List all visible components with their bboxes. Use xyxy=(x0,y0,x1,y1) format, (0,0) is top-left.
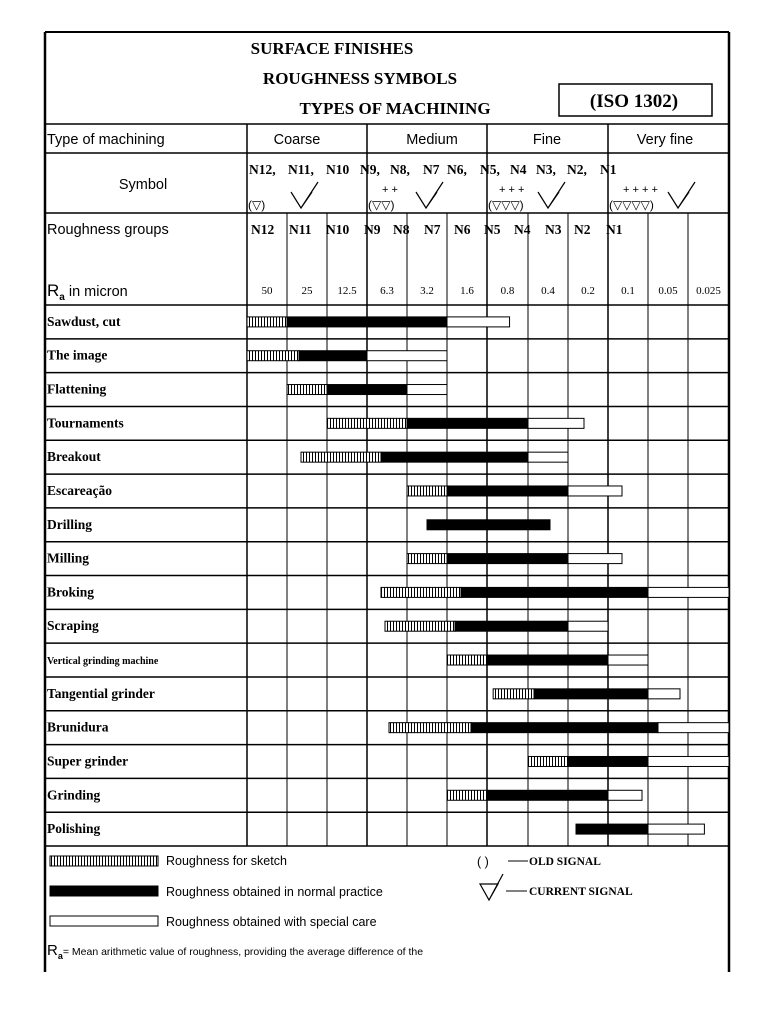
symbol-code-n8: N8, xyxy=(390,162,410,177)
footnote: Ra= Mean arithmetic value of roughness, providing the average difference of the xyxy=(47,942,424,961)
special-bar xyxy=(407,385,447,395)
legend-old-mark: ( ) xyxy=(477,855,489,869)
ra-value: 1.6 xyxy=(460,285,474,297)
ra-value: 0.025 xyxy=(696,285,721,297)
sketch-bar xyxy=(447,655,487,665)
process-name: Drilling xyxy=(47,516,93,532)
special-bar xyxy=(528,418,584,428)
group-code-n12: N12 xyxy=(251,222,275,237)
process-name: Sawdust, cut xyxy=(47,313,121,329)
process-name: Brunidura xyxy=(47,719,109,735)
group-code-n11: N11 xyxy=(289,222,312,237)
special-bar xyxy=(648,689,680,699)
process-name: Escareação xyxy=(47,482,112,498)
process-name: The image xyxy=(47,347,108,363)
table-row xyxy=(45,711,729,735)
sketch-bar xyxy=(407,554,447,564)
process-name: Breakout xyxy=(47,449,101,465)
group-code-n7: N7 xyxy=(424,222,441,237)
group-code-n3: N3 xyxy=(545,222,562,237)
sketch-bar xyxy=(247,351,299,361)
table-row xyxy=(45,576,729,600)
table-row xyxy=(45,440,729,464)
process-name: Flattening xyxy=(47,381,107,397)
normal-bar xyxy=(461,587,648,597)
process-name: Tournaments xyxy=(47,415,124,431)
symbol-code-n12: N12, xyxy=(249,162,276,177)
symbol-code-n9: N9, xyxy=(360,162,380,177)
process-name: Super grinder xyxy=(47,753,129,769)
ra-value: 0.2 xyxy=(581,285,595,297)
ra-value: 0.1 xyxy=(621,285,635,297)
normal-bar xyxy=(471,723,658,733)
process-name: Milling xyxy=(47,550,90,566)
title-line-1: SURFACE FINISHES xyxy=(250,39,414,58)
normal-bar xyxy=(427,520,550,530)
ra-value: 50 xyxy=(261,285,273,297)
plus-marks-very-fine: + + + + xyxy=(623,184,658,196)
sketch-bar xyxy=(528,756,568,766)
special-bar xyxy=(648,824,704,834)
current-symbol-very-fine-icon xyxy=(668,182,695,208)
normal-bar xyxy=(568,756,648,766)
legend-current-signal: CURRENT SIGNAL xyxy=(529,886,633,898)
table-row xyxy=(45,812,729,836)
legend-special-swatch xyxy=(50,916,158,926)
process-name: Polishing xyxy=(47,821,101,837)
symbol-code-n10: N10 xyxy=(326,162,350,177)
special-bar xyxy=(568,554,622,564)
ra-value: 12.5 xyxy=(337,285,357,297)
table-row xyxy=(45,643,729,667)
normal-bar xyxy=(487,790,608,800)
symbol-code-n6: N6, xyxy=(447,162,467,177)
sketch-bar xyxy=(301,452,381,462)
process-name: Tangential grinder xyxy=(47,685,155,701)
legend xyxy=(50,854,633,929)
special-bar xyxy=(658,723,729,733)
ra-value: 6.3 xyxy=(380,285,394,297)
special-bar xyxy=(568,621,608,631)
sketch-bar xyxy=(287,385,327,395)
symbol-code-n4: N4 xyxy=(510,162,527,177)
group-code-n10: N10 xyxy=(326,222,350,237)
ra-value: 0.4 xyxy=(541,285,555,297)
title-line-2: ROUGHNESS SYMBOLS xyxy=(262,69,458,88)
ra-value: 3.2 xyxy=(420,285,434,297)
roughness-groups-label: Roughness groups xyxy=(47,222,169,238)
special-bar xyxy=(608,790,642,800)
ra-value: 0.8 xyxy=(500,285,515,297)
symbol-code-n7: N7 xyxy=(423,162,440,177)
title-line-3: TYPES OF MACHINING xyxy=(299,99,491,118)
symbol-code-n1: N1 xyxy=(600,162,617,177)
process-name: Scraping xyxy=(47,618,99,634)
group-very-fine: Very fine xyxy=(636,132,694,148)
legend-sketch-swatch xyxy=(50,856,158,866)
table-row xyxy=(47,314,510,329)
normal-bar xyxy=(327,385,407,395)
sketch-bar xyxy=(407,486,447,496)
symbol-code-n11: N11, xyxy=(288,162,314,177)
special-bar xyxy=(648,756,729,766)
sketch-bar xyxy=(327,418,407,428)
normal-bar xyxy=(407,418,528,428)
special-bar xyxy=(367,351,447,361)
legend-old-signal: OLD SIGNAL xyxy=(529,856,601,868)
legend-sketch-label: Roughness for sketch xyxy=(166,854,287,868)
normal-bar xyxy=(447,554,568,564)
current-symbol-fine-icon xyxy=(538,182,565,208)
normal-bar xyxy=(534,689,648,699)
current-symbol-medium-icon xyxy=(416,182,443,208)
normal-bar xyxy=(487,655,608,665)
group-code-n1: N1 xyxy=(606,222,623,237)
legend-special-label: Roughness obtained with special care xyxy=(166,915,377,929)
table-row xyxy=(45,542,729,566)
current-symbol-coarse-icon xyxy=(291,182,318,208)
normal-bar xyxy=(299,351,367,361)
plus-marks-fine: + + + xyxy=(499,184,525,196)
process-name: Vertical grinding machine xyxy=(47,656,159,668)
standard-label: (ISO 1302) xyxy=(589,91,679,112)
special-bar xyxy=(608,655,648,665)
old-symbol-coarse: (▽) xyxy=(248,198,266,212)
special-bar xyxy=(528,452,568,462)
ra-value: 0.05 xyxy=(658,285,678,297)
group-code-n2: N2 xyxy=(574,222,591,237)
ra-value: 25 xyxy=(301,285,313,297)
table-row xyxy=(45,745,729,769)
old-symbol-fine: (▽▽▽) xyxy=(488,198,524,212)
old-symbol-medium: (▽▽) xyxy=(368,198,395,212)
type-of-machining-label: Type of machining xyxy=(47,132,165,148)
sketch-bar xyxy=(447,790,487,800)
process-name: Broking xyxy=(47,584,95,600)
group-code-n9: N9 xyxy=(364,222,381,237)
normal-bar xyxy=(287,317,447,327)
group-code-n4: N4 xyxy=(514,222,531,237)
special-bar xyxy=(568,486,622,496)
symbol-code-n5: N5, xyxy=(480,162,500,177)
normal-bar xyxy=(381,452,528,462)
normal-bar xyxy=(455,621,568,631)
table-row xyxy=(45,677,729,701)
table-row xyxy=(45,373,729,397)
group-medium: Medium xyxy=(406,132,458,148)
group-coarse: Coarse xyxy=(273,132,321,148)
normal-bar xyxy=(447,486,568,496)
ra-label: $R_a$ in micron xyxy=(47,281,128,303)
legend-normal-label: Roughness obtained in normal practice xyxy=(166,885,383,899)
group-code-n6: N6 xyxy=(454,222,471,237)
sketch-bar xyxy=(389,723,471,733)
symbol-code-n2: N2, xyxy=(567,162,587,177)
table-row xyxy=(45,778,729,802)
group-code-n5: N5 xyxy=(484,222,501,237)
legend-normal-swatch xyxy=(50,886,158,896)
symbol-label: Symbol xyxy=(118,177,168,193)
special-bar xyxy=(447,317,510,327)
plus-marks-medium: + + xyxy=(382,184,398,196)
table-row xyxy=(45,339,729,363)
normal-bar xyxy=(576,824,648,834)
process-name: Grinding xyxy=(47,787,101,803)
group-code-n8: N8 xyxy=(393,222,410,237)
old-symbol-very-fine: (▽▽▽▽) xyxy=(609,198,654,212)
table-row xyxy=(45,406,729,430)
symbol-code-n3: N3, xyxy=(536,162,556,177)
table-row xyxy=(45,508,729,532)
sketch-bar xyxy=(247,317,287,327)
table-row xyxy=(45,474,729,498)
sketch-bar xyxy=(381,587,461,597)
sketch-bar xyxy=(493,689,534,699)
table-row xyxy=(45,609,729,633)
group-fine: Fine xyxy=(532,132,562,148)
special-bar xyxy=(648,587,729,597)
current-signal-icon xyxy=(480,874,503,900)
sketch-bar xyxy=(385,621,455,631)
